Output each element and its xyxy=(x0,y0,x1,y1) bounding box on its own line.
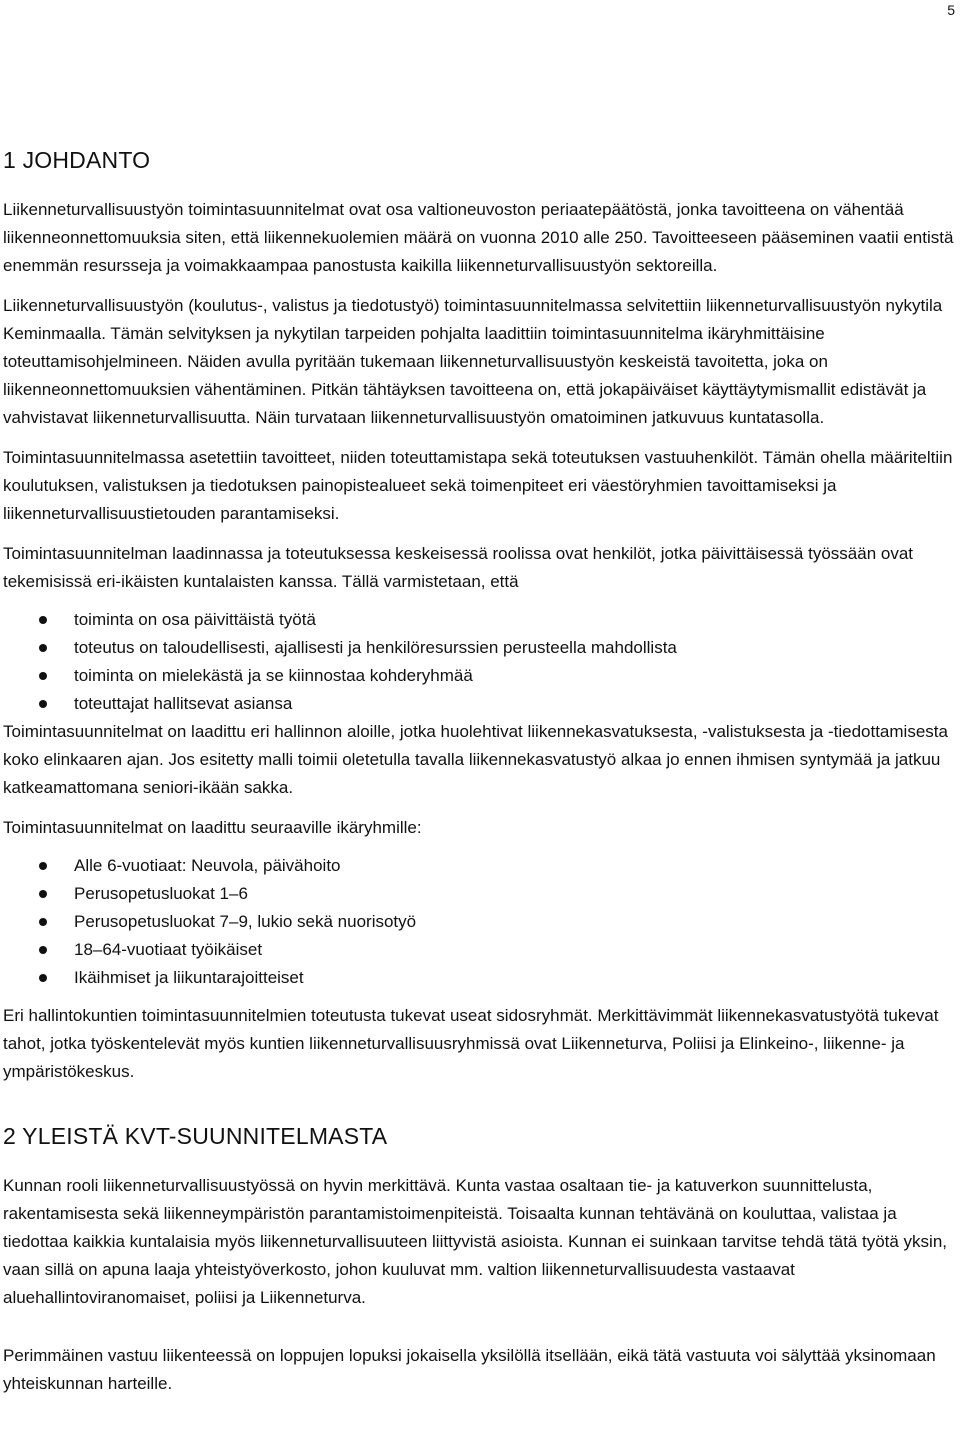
list-item: Ikäihmiset ja liikuntarajoitteiset xyxy=(3,964,958,992)
paragraph-intro-4: Toimintasuunnitelman laadinnassa ja toteutuksessa keskeisessä roolissa ovat henkilöt, jotka päivittäisessä työssään ovat tekemisissä eri-ikäisten kuntalaisten kanssa. Tällä varmistetaan, että xyxy=(3,544,913,591)
page-number: 5 xyxy=(947,2,955,18)
paragraph-middle-2: Toimintasuunnitelmat on laadittu seuraaville ikäryhmille: xyxy=(3,818,422,837)
section-heading-johdanto: 1 JOHDANTO xyxy=(3,147,151,173)
list-item: 18–64-vuotiaat työikäiset xyxy=(3,936,958,964)
document-body xyxy=(3,140,958,1398)
list-item: Alle 6-vuotiaat: Neuvola, päivähoito xyxy=(3,852,958,880)
list-item: toiminta on mielekästä ja se kiinnostaa kohderyhmää xyxy=(3,662,958,690)
paragraph-kvt-2: Perimmäinen vastuu liikenteessä on loppujen lopuksi jokaisella yksilöllä itsellään, eikä tätä vastuuta voi sälyttää yksinomaan yhteiskunnan harteille. xyxy=(3,1346,936,1393)
bullet-list-age-groups xyxy=(3,852,958,992)
bullet-list-goals xyxy=(3,606,958,718)
list-item: toiminta on osa päivittäistä työtä xyxy=(3,606,958,634)
paragraph-kvt-1: Kunnan rooli liikenneturvallisuustyössä on hyvin merkittävä. Kunta vastaa osaltaan tie- ja katuverkon suunnittelusta, rakentamisesta sekä liikenneympäristön parantamistoimenpiteistä. Toisaalta kunnan tehtävänä on kouluttaa, valistaa ja tiedottaa kaikkia kuntalaisia myös liikenneturvallisuuteen liittyvistä asioista. Kunnan ei suinkaan tarvitse tehdä tätä työtä yksin, vaan sillä on apuna laaja yhteistyöverkosto, johon kuuluvat mm. valtion liikenneturvallisuudesta vastaavat aluehallintoviranomaiset, poliisi ja Liikenneturva. xyxy=(3,1176,948,1307)
paragraph-intro-2: Liikenneturvallisuustyön (koulutus-, valistus ja tiedotustyö) toimintasuunnitelmassa selvitettiin liikenneturvallisuustyön nykytila Keminmaalla. Tämän selvityksen ja nykytilan tarpeiden pohjalta laadittiin toimintasuunnitelma ikäryhmittäisine toteuttamisohjelmineen. Näiden avulla pyritään tukemaan liikenneturvallisuustyön keskeistä tavoitetta, joka on liikenneonnettomuuksien vähentäminen. Pitkän tähtäyksen tavoitteena on, että jokapäiväiset käyttäytymismallit edistävät ja vahvistavat liikenneturvallisuutta. Näin turvataan liikenneturvallisuustyön omatoiminen jatkuvuus kuntatasolla. xyxy=(3,296,943,427)
list-item: toteutus on taloudellisesti, ajallisesti ja henkilöresurssien perusteella mahdollista xyxy=(3,634,958,662)
section-heading-kvt: 2 YLEISTÄ KVT-SUUNNITELMASTA xyxy=(3,1123,388,1149)
list-item: toteuttajat hallitsevat asiansa xyxy=(3,690,958,718)
paragraph-middle-1: Toimintasuunnitelmat on laadittu eri hallinnon aloille, jotka huolehtivat liikennekasvatuksesta, -valistuksesta ja -tiedottamisesta koko elinkaaren ajan. Jos esitetty malli toimii oletetulla tavalla liikennekasvatustyö alkaa jo ennen ihmisen syntymää ja jatkuu katkeamattomana seniori-ikään sakka. xyxy=(3,722,948,797)
list-item: Perusopetusluokat 7–9, lukio sekä nuorisotyö xyxy=(3,908,958,936)
paragraph-closing: Eri hallintokuntien toimintasuunnitelmien toteutusta tukevat useat sidosryhmät. Merkittävimmät liikennekasvatustyötä tukevat tahot, jotka työskentelevät myös kuntien liikenneturvallisuusryhmissä ovat Liikenneturva, Poliisi ja Elinkeino-, liikenne- ja ympäristökeskus. xyxy=(3,1006,939,1081)
paragraph-intro-3: Toimintasuunnitelmassa asetettiin tavoitteet, niiden toteuttamistapa sekä toteutuksen vastuuhenkilöt. Tämän ohella määriteltiin koulutuksen, valistuksen ja tiedotuksen painopistealueet sekä toimenpiteet eri väestöryhmien tavoittamiseksi ja liikenneturvallisuustietouden parantamiseksi. xyxy=(3,448,953,523)
paragraph-intro-1: Liikenneturvallisuustyön toimintasuunnitelmat ovat osa valtioneuvoston periaatepäätöstä, jonka tavoitteena on vähentää liikenneonnettomuuksia siten, että liikennekuolemien määrä on vuonna 2010 alle 250. Tavoitteeseen pääseminen vaatii entistä enemmän resursseja ja voimakkaampaa panostusta kaikilla liikenneturvallisuustyön sektoreilla. xyxy=(3,200,954,275)
list-item: Perusopetusluokat 1–6 xyxy=(3,880,958,908)
